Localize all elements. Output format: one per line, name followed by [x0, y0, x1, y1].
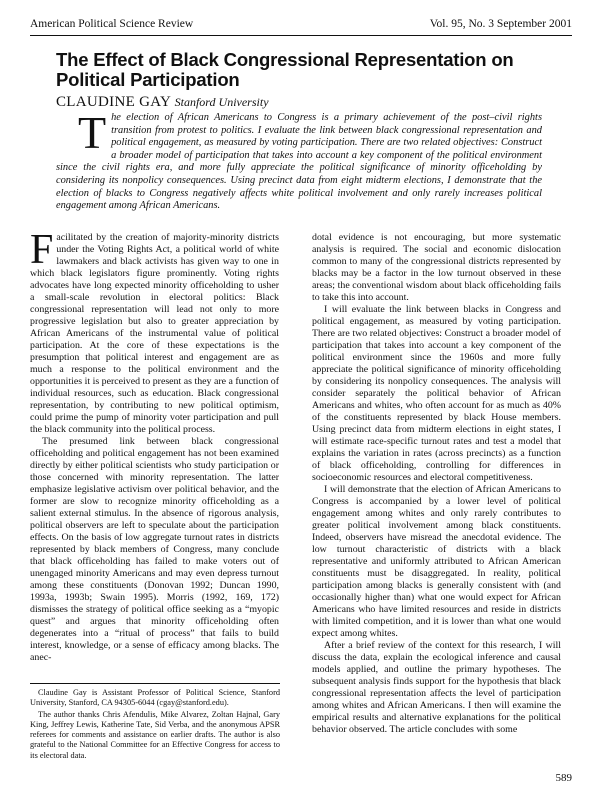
footnote-rule: [30, 683, 280, 684]
body-column-left: [30, 227, 279, 664]
paragraph: After a brief review of the context for this research, I will discuss the data, explain the ecological inference and causal models applied, and outline the primary hypotheses. The subsequent analysis finds support for the hypothesis that black congressional representation affects the level of participation among whites and African Americans. I then will examine the empirical results and alternative explanations for the political behavior observed. The article concludes with some: [312, 640, 561, 735]
body-dropcap: F: [30, 227, 54, 273]
footnote-acknowledgments: The author thanks Chris Afendulis, Mike Alvarez, Zoltan Hajnal, Gary King, Jeffrey Lewis, Katherine Tate, Sid Verba, and the anonymous APSR referees for comments and assistance on earlier drafts. The author is also grateful to the National Committee for an Effective Congress for access to its electoral data.: [30, 709, 280, 760]
issue-info: Vol. 95, No. 3 September 2001: [429, 18, 572, 30]
author-affiliation: Stanford University: [174, 95, 269, 109]
footnote-affiliation: Claudine Gay is Assistant Professor of Political Science, Stanford University, Stanford, CA 94305-6044 (cgay@stanford.edu).: [30, 688, 280, 708]
header-rule: [30, 35, 572, 36]
paragraph: The presumed link between black congressional officeholding and political engagement has not been examined directly by either political scientists who study participation or those concerned with minority representation. The latter emphasize legislative activism over political behavior, and the former are slow to recognize minority officeholding as a salient external stimulus. In the absence of rigorous analysis, political observers are left to speculate about the participation effects. On the basis of low aggregate turnout rates in districts represented by black members of Congress, many conclude that black officeholding has failed to make voters out of unengaged minority Americans and may even depress turnout among these constituents (Donovan 1992; Duncan 1990, 1993a, 1993b; Swain 1995). Morris (1992, 169, 172) dismisses the strategy of political office seeking as a “myopic quest” and argues that minority officeholding often degenerates into a “ritual of process” that fails to build interest, knowledge, or a sense of efficacy among blacks. The anec-: [30, 436, 279, 663]
journal-name: American Political Science Review: [30, 18, 194, 30]
paragraph-text: acilitated by the creation of majority-minority districts under the Voting Rights Act, a political world of white lawmakers and black activists has given way to one in which black legislators figure prominently. Voting rights advocates have long expected minority officeholding to usher a small-scale revolution in electoral politics: Black congressional representation will lead not only to more progressive legislation but also to greater appreciation by African Americans of the instrumental value of political participation. At the core of these expectations is the presumption that political interest and engagement are as much a response to the political environment and the opportunities it is perceived to present as they are a function of individual resources, such as education. Black congressional representation, by contributing to new political optimism, could prime the pump of minority voter participation and pull the black community into the political process.: [30, 232, 279, 435]
article-title: The Effect of Black Congressional Representation on Political Participation: [56, 49, 514, 90]
paragraph: dotal evidence is not encouraging, but more systematic analysis is required. The social and economic dislocation common to many of the congressional districts represented by blacks may be a factor in the low turnout observed in these areas; the conventional wisdom about black officeholding fails to take this into account.: [312, 232, 561, 303]
abstract: [56, 107, 542, 213]
body-column-right: [312, 232, 561, 736]
abstract-text: he election of African Americans to Congress is a primary achievement of the post–civil rights transition from protest to politics. I evaluate the link between black congressional representation and political engagement, as measured by voting participation. There are two related objectives: Construct a broader model of participation that takes into account a key component of the political environment since the civil rights era, and more fully appreciate the political significance of minority officeholding by considering its nonpolicy consequences. Using precinct data from eight midterm elections, I demonstrate that the election of blacks to Congress negatively affects white political involvement and only rarely increases political engagement among African Americans.: [56, 112, 542, 212]
running-head: [30, 18, 572, 34]
page-number: 589: [555, 772, 572, 784]
author-name: CLAUDINE GAY: [56, 94, 171, 110]
paragraph: [30, 227, 279, 436]
abstract-dropcap: T: [78, 107, 107, 158]
footnotes: [30, 688, 280, 762]
paragraph: I will demonstrate that the election of African Americans to Congress is accompanied by a lower level of political engagement among whites and only rarely contributes to greater political involvement among black constituents. Indeed, observers have misread the anecdotal evidence. The low turnout characteristic of districts with a black representative and uniformly attributed to African American constituents must be disaggregated. In reality, political participation among blacks is generally consistent with (and occasionally higher than) what one would expect for African Americans who have limited resources and reside in districts with limited competition, and it is lower than what one would expect among whites.: [312, 484, 561, 639]
paragraph: I will evaluate the link between blacks in Congress and political engagement, as measured by voting participation. There are two related objectives: Construct a broader model of participation that takes into account a key component of the political environment since the 1960s and more fully appreciate the political significance of minority officeholding by considering its nonpolicy consequences. The analysis will consider separately the political behavior of African Americans and whites, who often account for as much as 40% of the constituents represented by black House members. Using precinct data from midterm elections in eight states, I will estimate race-specific turnout rates and test a model that explains the variation in rates (across precincts) as a function of black officeholding, controlling for differences in socioeconomic resources and electoral competitiveness.: [312, 304, 561, 483]
